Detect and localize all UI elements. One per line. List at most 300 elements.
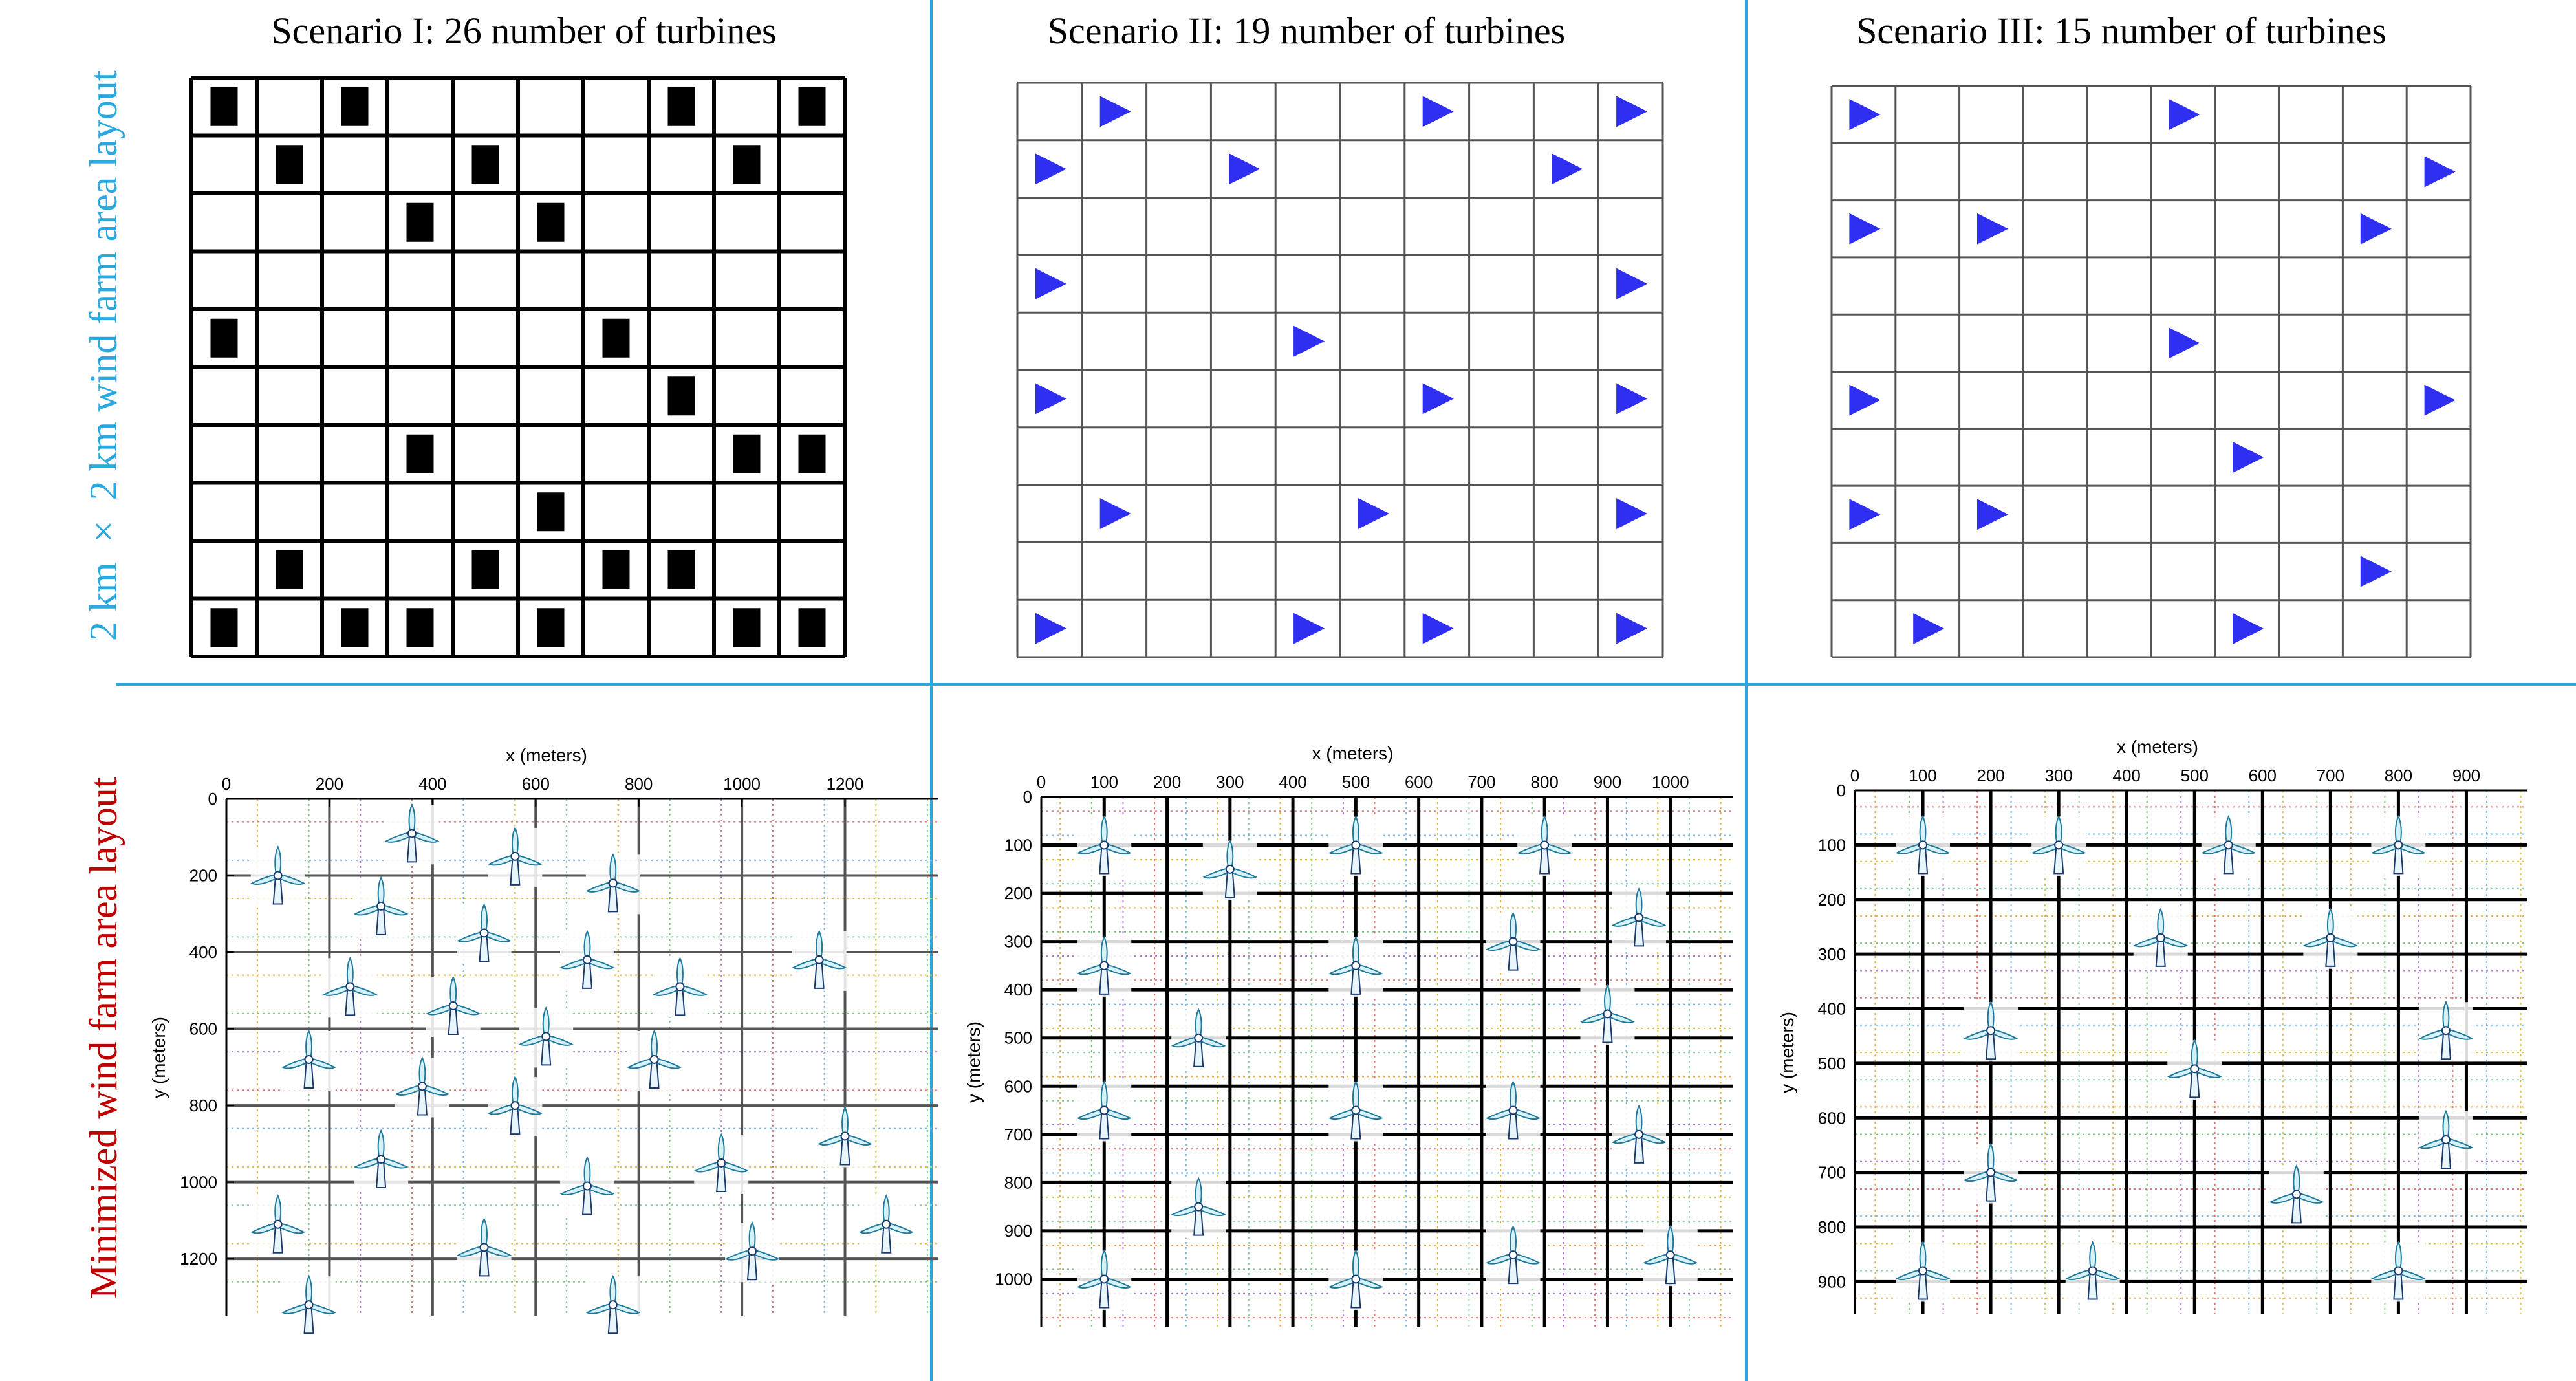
y-tick-label: 400 [1004,980,1032,1000]
turbine-blade [610,854,616,880]
turbine-hub [717,1159,725,1167]
y-tick-label: 200 [189,865,217,886]
x-tick-label: 200 [1153,772,1182,792]
turbine-hub [1541,842,1548,849]
turbine-marker [341,608,369,647]
turbine-marker [2361,556,2392,587]
turbine-tower [2441,1142,2451,1168]
turbine-marker [1849,99,1880,130]
turbine-marker [733,145,761,184]
turbine-marker [2233,442,2264,473]
turbine-hub [1919,841,1927,849]
x-tick-label: 300 [1216,772,1244,792]
x-tick-label: 400 [418,774,447,794]
wind-turbine-icon [560,931,614,991]
turbine-blade [512,828,518,854]
grid-layouts [191,78,2471,657]
x-tick-label: 900 [1593,772,1622,792]
wind-turbine-icon [1328,1250,1383,1310]
turbine-blade [2158,909,2163,935]
turbine-tower [1099,968,1109,994]
wind-turbine-icon [1612,889,1666,948]
x-axis-label: x (meters) [506,745,587,765]
y-tick-label: 300 [1004,931,1032,951]
turbine-marker [1849,213,1880,245]
turbine-blade [816,931,822,957]
turbine-marker [668,376,695,415]
wind-turbine-icon [1077,817,1131,876]
turbine-tower [2224,847,2233,873]
turbine-hub [346,983,354,990]
turbine-marker [1849,385,1880,416]
turbine-hub [882,1221,890,1228]
y-tick-label: 1000 [995,1269,1032,1289]
turbine-marker [2233,613,2264,644]
wind-turbine-icon [385,805,439,864]
turbine-tower [376,1162,385,1188]
turbine-hub [1195,1034,1202,1042]
wind-turbine-icon [457,904,512,964]
scenario-1-title: Scenario I: 26 number of turbines [271,10,777,52]
wind-turbine-icon [859,1196,913,1256]
turbine-blade [1667,1226,1673,1252]
turbine-marker [2361,213,2392,245]
turbine-hub [274,872,282,880]
turbine-tower [1351,1113,1360,1139]
turbine-hub [1510,1107,1517,1115]
turbine-tower [1986,1175,1995,1201]
turbine-blade [677,958,683,984]
turbine-hub [449,1002,457,1010]
turbine-blade [2293,1166,2299,1191]
turbine-tower [815,962,824,988]
turbine-hub [2293,1190,2300,1198]
turbine-blade [1101,937,1107,963]
turbine-blade [378,878,384,904]
turbine-blade [306,1276,312,1302]
turbine-blade [1510,1082,1516,1108]
turbine-hub [511,1102,519,1109]
turbine-tower [2394,1274,2403,1299]
wind-turbine-icon [354,1131,408,1190]
y-tick-label: 900 [1817,1272,1846,1292]
turbine-blade [2396,1243,2401,1268]
turbine-blade [1605,985,1610,1011]
turbine-blade [2192,1040,2198,1066]
wind-turbine-icon [694,1135,748,1194]
turbine-blade [409,805,415,831]
turbine-hub [1510,1251,1517,1259]
turbine-hub [408,829,416,837]
x-tick-label: 800 [1530,772,1559,792]
wind-turbine-icon [586,1276,640,1336]
x-axis-label: x (meters) [2117,737,2198,757]
turbine-marker [1616,96,1647,127]
x-tick-label: 1200 [826,774,864,794]
turbine-blade [543,1008,549,1034]
wind-turbine-icon [1486,913,1541,973]
turbine-hub [1352,1107,1359,1115]
x-tick-label: 100 [1090,772,1118,792]
turbine-tower [1540,848,1549,874]
wind-turbine-icon [457,1219,512,1278]
turbine-blade [585,1158,590,1184]
x-tick-label: 900 [2452,766,2481,785]
x-tick-label: 600 [521,774,550,794]
turbine-hub [583,956,591,964]
turbine-marker [211,608,238,647]
turbine-tower [2441,1033,2451,1059]
wind-turbine-icon [282,1276,336,1336]
turbine-marker [407,435,434,473]
turbine-marker [1035,268,1066,299]
turbine-blade [347,958,353,984]
turbine-blade [750,1223,755,1248]
turbine-blade [1101,1082,1107,1108]
turbine-hub [1635,913,1643,921]
turbine-tower [1918,1274,1927,1299]
turbine-tower [609,1307,618,1333]
wind-turbine-icon [1964,1002,2018,1061]
wind-turbine-icon [2134,909,2188,969]
x-tick-label: 500 [1341,772,1370,792]
turbine-blade [1353,817,1359,843]
wind-turbine-icon [1171,1179,1226,1238]
turbine-blade [450,977,456,1003]
turbine-hub [1987,1169,1995,1177]
wind-turbine-icon [488,1077,542,1136]
turbine-blade [419,1058,425,1083]
grid-layout-scenario-3 [1832,86,2471,657]
wind-turbine-icon [818,1107,872,1167]
turbine-blade [1510,1226,1516,1252]
turbine-hub [583,1182,591,1190]
x-tick-label: 800 [624,774,653,794]
y-axis-label: y (meters) [149,1017,169,1098]
turbine-tower [480,1250,489,1276]
minimized-plot-scenario-3 [1777,737,2527,1314]
wind-turbine-icon [2303,909,2357,969]
wind-turbine-icon [560,1158,614,1217]
turbine-hub [1603,1010,1611,1017]
turbine-hub [1195,1203,1202,1211]
turbine-hub [2326,934,2334,942]
turbine-marker [537,203,565,242]
minimized-layout-plots [149,737,2527,1336]
y-tick-label: 0 [1023,787,1032,807]
turbine-hub [481,929,488,937]
wind-turbine-icon [586,854,640,914]
x-tick-label: 1000 [1651,772,1689,792]
wind-turbine-icon [1077,937,1131,997]
wind-turbine-icon [1517,817,1572,876]
turbine-hub [1352,842,1359,849]
turbine-blade [2056,816,2062,842]
y-tick-label: 100 [1004,835,1032,855]
wind-turbine-icon [627,1031,682,1091]
turbine-hub [377,1155,385,1163]
turbine-blade [512,1077,518,1103]
turbine-blade [2225,816,2231,842]
turbine-tower [609,886,618,911]
turbine-tower [407,836,417,862]
wind-turbine-icon [282,1031,336,1091]
turbine-tower [748,1254,757,1279]
wind-turbine-icon [354,878,408,937]
wind-turbine-icon [519,1008,573,1067]
x-tick-label: 600 [1404,772,1433,792]
y-tick-label: 400 [189,942,217,962]
x-tick-label: 300 [2044,766,2073,785]
turbine-blade [1353,1250,1359,1276]
turbine-hub [2394,1267,2402,1275]
turbine-tower [2394,847,2403,873]
turbine-blade [610,1276,616,1302]
x-tick-label: 800 [2384,766,2413,785]
turbine-marker [537,492,565,531]
turbine-marker [211,319,238,358]
turbine-blade [2443,1111,2449,1137]
wind-turbine-icon [251,847,305,907]
turbine-tower [1351,968,1360,994]
wind-turbine-icon [2371,1243,2425,1302]
wind-turbine-icon [323,958,377,1017]
turbine-hub [2442,1136,2450,1144]
turbine-hub [609,879,617,887]
wind-turbine-icon [2202,816,2256,876]
wind-turbine-icon [1486,1082,1541,1142]
turbine-hub [609,1301,617,1309]
turbine-blade [1353,1082,1359,1108]
turbine-marker [1423,96,1454,127]
row-label-full-layout: 2 km × 2 km wind farm area layout [82,70,125,642]
y-tick-label: 200 [1817,889,1846,909]
turbine-marker [733,435,761,473]
x-tick-label: 0 [221,774,232,794]
minimized-plot-scenario-2 [964,743,1733,1327]
turbine-marker [1293,326,1325,357]
turbine-marker [1616,613,1647,644]
x-tick-label: 500 [2180,766,2209,785]
turbine-marker [537,608,565,647]
turbine-marker [1035,613,1066,644]
turbine-marker [472,145,499,184]
y-tick-label: 800 [1004,1173,1032,1193]
turbine-hub [2394,841,2402,849]
turbine-hub [305,1056,313,1063]
turbine-tower [583,962,592,988]
x-tick-label: 600 [2248,766,2277,785]
wind-turbine-icon [2419,1002,2473,1061]
turbine-marker [668,87,695,126]
wind-turbine-icon [1077,1250,1131,1310]
turbine-tower [1918,847,1927,873]
x-tick-label: 200 [315,774,344,794]
turbine-marker [603,550,630,589]
turbine-hub [2055,841,2062,849]
turbine-blade [1920,1243,1926,1268]
turbine-marker [1616,498,1647,529]
turbine-hub [841,1132,849,1140]
turbine-hub [481,1243,488,1251]
y-tick-label: 500 [1817,1053,1846,1073]
wind-turbine-icon [792,931,847,991]
y-axis-label: y (meters) [964,1021,984,1103]
turbine-tower [2054,847,2063,873]
y-tick-label: 600 [1004,1076,1032,1096]
turbine-tower [510,859,519,885]
turbine-marker [1616,383,1647,414]
turbine-blade [378,1131,384,1157]
turbine-blade [1196,1179,1202,1204]
turbine-blade [883,1196,889,1222]
turbine-hub [511,853,519,860]
wind-turbine-icon [1643,1226,1698,1286]
wind-turbine-icon [1328,817,1383,876]
turbine-marker [407,203,434,242]
turbine-tower [541,1039,550,1065]
wind-turbine-icon [2066,1243,2120,1302]
turbine-hub [418,1082,426,1090]
turbine-marker [1849,499,1880,530]
turbine-tower [2156,941,2165,966]
turbine-blade [651,1031,657,1057]
scenario-3-title: Scenario III: 15 number of turbines [1856,10,2387,52]
turbine-marker [2169,327,2200,358]
turbine-marker [1423,613,1454,644]
turbine-marker [603,319,630,358]
turbine-marker [1035,383,1066,414]
turbine-hub [1987,1027,1995,1034]
turbine-hub [2089,1267,2097,1275]
turbine-hub [651,1056,658,1063]
turbine-hub [2191,1065,2198,1072]
turbine-tower [1986,1033,1995,1059]
turbine-tower [418,1089,427,1115]
turbine-tower [480,935,489,961]
turbine-tower [1509,944,1518,970]
x-tick-label: 400 [1279,772,1307,792]
x-tick-label: 0 [1036,772,1046,792]
turbine-tower [449,1008,458,1034]
turbine-tower [1194,1210,1203,1235]
x-tick-label: 700 [2316,766,2345,785]
y-tick-label: 600 [189,1019,217,1039]
turbine-marker [1552,153,1583,184]
turbine-hub [542,1032,550,1040]
row-label-minimized-layout: Minimized wind farm area layout [82,777,125,1299]
x-tick-label: 700 [1467,772,1496,792]
turbine-hub [1667,1251,1674,1259]
scenario-2-title: Scenario II: 19 number of turbines [1047,10,1566,52]
turbine-marker [733,608,761,647]
turbine-marker [276,145,303,184]
turbine-blade [1988,1144,1994,1170]
turbine-marker [1913,613,1944,644]
turbine-marker [1358,498,1389,529]
turbine-blade [275,847,281,873]
turbine-blade [1101,1250,1107,1276]
turbine-blade [1920,816,1926,842]
turbine-tower [1666,1257,1675,1283]
y-tick-label: 200 [1004,884,1032,904]
turbine-tower [376,909,385,935]
turbine-hub [1100,842,1108,849]
y-tick-label: 300 [1817,944,1846,964]
grid-layout-scenario-2 [1017,83,1663,657]
turbine-marker [799,435,826,473]
turbine-tower [1351,1281,1360,1307]
turbine-marker [2169,99,2200,130]
y-tick-label: 400 [1817,999,1846,1019]
turbine-blade [842,1107,848,1133]
wind-turbine-icon [2269,1166,2324,1225]
y-tick-label: 700 [1004,1124,1032,1144]
wind-turbine-icon [2167,1040,2222,1100]
y-tick-label: 100 [1817,835,1846,855]
turbine-marker [668,550,695,589]
turbine-marker [1616,268,1647,299]
turbine-blade [2090,1243,2095,1268]
wind-turbine-icon [426,977,481,1037]
turbine-tower [274,878,283,904]
turbine-marker [341,87,369,126]
turbine-tower [305,1062,314,1088]
turbine-tower [675,989,684,1015]
turbine-blade [2328,909,2333,935]
turbine-marker [799,87,826,126]
wind-turbine-icon [488,828,542,887]
turbine-blade [1636,1106,1642,1132]
wind-turbine-icon [1964,1144,2018,1204]
turbine-tower [1226,872,1235,898]
x-tick-label: 400 [2112,766,2141,785]
turbine-blade [585,931,590,957]
y-tick-label: 600 [1817,1108,1846,1128]
wind-turbine-icon [1612,1106,1666,1166]
turbine-marker [1100,498,1131,529]
turbine-hub [1352,1275,1359,1283]
turbine-tower [1351,848,1360,874]
turbine-tower [1194,1041,1203,1067]
wind-turbine-icon [1580,985,1634,1045]
wind-turbine-icon [1486,1226,1541,1286]
turbine-tower [1099,1281,1109,1307]
turbine-tower [882,1227,891,1253]
turbine-hub [2225,841,2233,849]
turbine-tower [510,1108,519,1134]
turbine-hub [1635,1131,1643,1138]
turbine-blade [275,1196,281,1222]
wind-turbine-icon [2031,816,2086,876]
turbine-hub [748,1247,756,1255]
wind-turbine-icon [2419,1111,2473,1171]
turbine-hub [2442,1027,2450,1034]
turbine-hub [1919,1267,1927,1275]
turbine-marker [1100,96,1131,127]
turbine-tower [717,1166,726,1191]
turbine-tower [1099,1113,1109,1139]
turbine-hub [1100,1107,1108,1115]
wind-turbine-icon [1203,841,1257,900]
turbine-marker [1423,383,1454,414]
x-tick-label: 200 [1976,766,2005,785]
wind-turbine-icon [1896,1243,1950,1302]
turbine-tower [841,1138,850,1164]
y-tick-label: 800 [189,1096,217,1116]
y-tick-label: 500 [1004,1028,1032,1048]
wind-turbine-icon [1077,1082,1131,1142]
